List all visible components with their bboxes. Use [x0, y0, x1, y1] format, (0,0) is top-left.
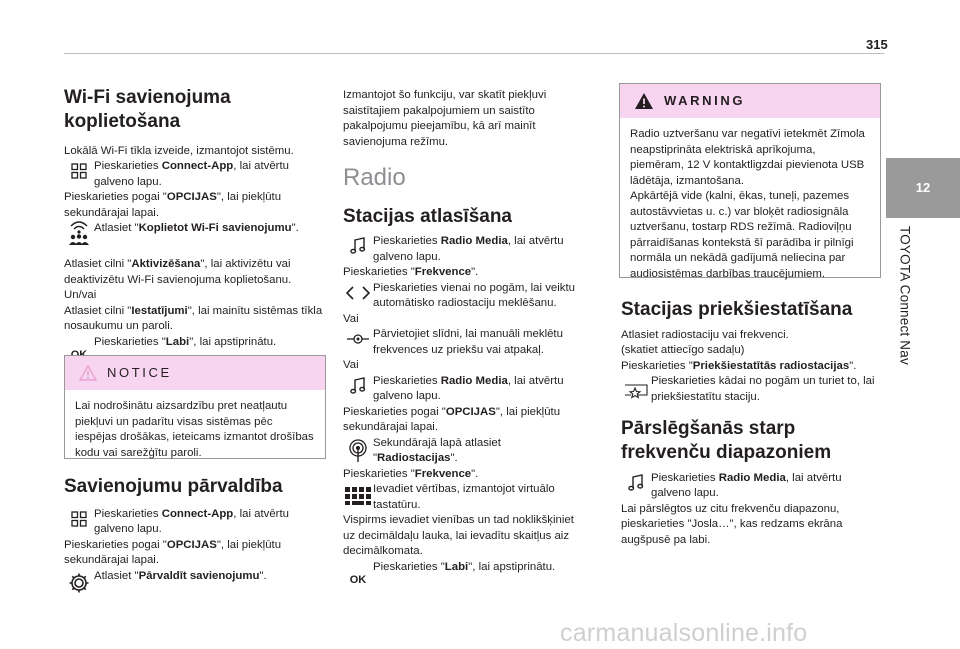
column-3	[621, 298, 883, 548]
notice-title: NOTICE	[107, 365, 172, 381]
options-paragraph: Pieskarieties pogai "OPCIJAS", lai piekļūtu sekundārajai lapai.	[64, 191, 282, 219]
music-note-icon	[343, 234, 373, 258]
column-1	[64, 86, 326, 363]
station-selection-title: Stacijas atlasīšana	[343, 205, 512, 227]
warning-header	[620, 84, 880, 118]
m-step-connect-app: Pieskarieties Connect-App, lai atvērtu galveno lapu.	[64, 507, 326, 538]
connection-management	[64, 475, 326, 597]
notice-box	[64, 355, 326, 459]
step-confirm: Pieskarieties "Labi", lai apstiprinātu.	[64, 335, 326, 363]
step-connect-app: Pieskarieties Connect-App, lai atvērtu galveno lapu.	[64, 159, 326, 190]
s-frequency-paragraph-2: Pieskarieties "Frekvence".	[343, 467, 479, 480]
column-2	[343, 88, 583, 588]
services-intro: Izmantojot šo funkciju, var skatīt piekļuvi saistītajiem pakalpojumiem un saistīto pakalpojumu pieejamību, kā arī mainīt savienojuma režīmu.	[343, 89, 547, 148]
gear-icon	[64, 569, 94, 597]
band-step-radio-media: Pieskarieties Radio Media, lai atvērtu galveno lapu.	[621, 471, 883, 502]
preset-p1: Atlasiet radiostaciju vai frekvenci.	[621, 328, 789, 341]
s-step-autoscan: Pieskarieties vienai no pogām, lai veiktu automātisko radiostaciju meklēšanu.	[343, 281, 583, 312]
grid-app-icon	[64, 507, 94, 531]
radio-antenna-icon	[343, 436, 373, 466]
radio-title: Radio	[343, 164, 406, 191]
warning-triangle-icon	[79, 365, 97, 381]
settings-paragraph: Atlasiet cilni "Iestatījumi", lai mainītu sistēmas tīkla nosaukumu un paroli.	[64, 304, 323, 332]
wifi-share-icon	[64, 221, 94, 245]
s-frequency-paragraph: Pieskarieties "Frekvence".	[343, 266, 479, 279]
music-note-icon	[343, 374, 373, 398]
wifi-intro: Lokālā Wi-Fi tīkla izveide, izmantojot sistēmu.	[64, 144, 294, 157]
s-step-slider: Pārvietojiet slīdni, lai manuāli meklētu frekvences uz priekšu vai atpakaļ.	[343, 327, 583, 358]
band-switch-title: Pārslēgšanās starp frekvenču diapazoniem	[621, 418, 832, 463]
preset-title: Stacijas priekšiestatīšana	[621, 299, 853, 320]
preset-step: Pieskarieties kādai no pogām un turiet to, lai priekšiestatītu staciju.	[621, 374, 883, 405]
management-title: Savienojumu pārvaldība	[64, 476, 283, 497]
s-options-paragraph: Pieskarieties pogai "OPCIJAS", lai piekļūtu sekundārajai lapai.	[343, 405, 561, 434]
grid-app-icon	[64, 159, 94, 183]
page-number: 315	[866, 37, 888, 52]
header-rule	[64, 53, 884, 54]
m-step-manage: Atlasiet "Pārvaldīt savienojumu".	[64, 569, 326, 597]
s-step-confirm: OK Pieskarieties "Labi", lai apstiprinātu.	[343, 560, 583, 588]
star-preset-icon	[621, 374, 651, 404]
s-step-radio-media-2: Pieskarieties Radio Media, lai atvērtu galveno lapu.	[343, 374, 583, 405]
s-step-stations: Sekundārajā lapā atlasiet "Radiostacijas".	[343, 436, 583, 467]
warning-title: WARNING	[664, 93, 746, 109]
slider-icon	[343, 327, 373, 351]
wifi-sharing-title: Wi-Fi savienojuma koplietošana	[64, 87, 231, 132]
or-text-2: Vai	[343, 359, 359, 372]
chapter-title: TOYOTA Connect Nav	[897, 226, 913, 365]
preset-p3: Pieskarieties "Priekšiestatītās radiostacijas".	[621, 359, 857, 372]
activation-paragraph: Atlasiet cilni "Aktivizēšana", lai aktivizētu vai deaktivizētu Wi-Fi savienojuma koplietošanu.	[64, 258, 292, 286]
warning-triangle-icon	[634, 92, 654, 110]
warning-text: Radio uztveršanu var negatīvi ietekmēt Zīmola neapstiprināta elektriskā aprīkojuma, piemēram, 12 V kontaktligzdai pievienota USB lādētāja, izmantošana. Apkārtējā vide (kalni, ēkas, tuneļi, pazemes autostāvvietas u. c.) var bloķēt radiosignāla uztveršanu, tostarp RDS režīmā. Radioviļņu pārraidīšanas kontekstā šī parādība ir pilnīgi normāla un nekādā gadījumā neliecina par audiosistēmas darbības traucējumiem.	[630, 128, 865, 280]
watermark: carmanualsonline.info	[560, 619, 808, 647]
s-step-radio-media: Pieskarieties Radio Media, lai atvērtu galveno lapu.	[343, 234, 583, 265]
chapter-tab[interactable]: 12	[886, 158, 960, 218]
s-step-keyboard: Ievadiet vērtības, izmantojot virtuālo tastatūru.	[343, 482, 583, 513]
notice-header	[65, 356, 325, 390]
band-paragraph: Lai pārslēgtos uz citu frekvenču diapazonu, pieskarieties "Josla…", kas redzams ekrāna augšpusē pa labi.	[621, 502, 843, 546]
and-or-text: Un/vai	[64, 289, 97, 301]
music-note-icon	[621, 471, 651, 495]
m-options-paragraph: Pieskarieties pogai "OPCIJAS", lai piekļūtu sekundārajai lapai.	[64, 538, 282, 567]
decimal-paragraph: Vispirms ievadiet vienības un tad noklikšķiniet uz decimāldaļu lauka, lai ievadītu skaitļus aiz decimālkomata.	[343, 514, 574, 558]
keyboard-icon	[343, 482, 373, 510]
notice-text: Lai nodrošinātu aizsardzību pret neatļautu piekļuvi un padarītu visas sistēmas pēc iespējas drošākas, ieteicams izmantot drošības kodu vai sarežģītu paroli.	[75, 400, 314, 459]
warning-box	[619, 83, 881, 278]
ok-icon: OK	[349, 573, 367, 586]
prev-next-arrows-icon	[343, 281, 373, 305]
preset-p2: (skatiet attiecīgo sadaļu)	[621, 344, 745, 357]
or-text-1: Vai	[343, 312, 359, 325]
step-share-wifi: Atlasiet "Koplietot Wi-Fi savienojumu".	[64, 221, 326, 245]
